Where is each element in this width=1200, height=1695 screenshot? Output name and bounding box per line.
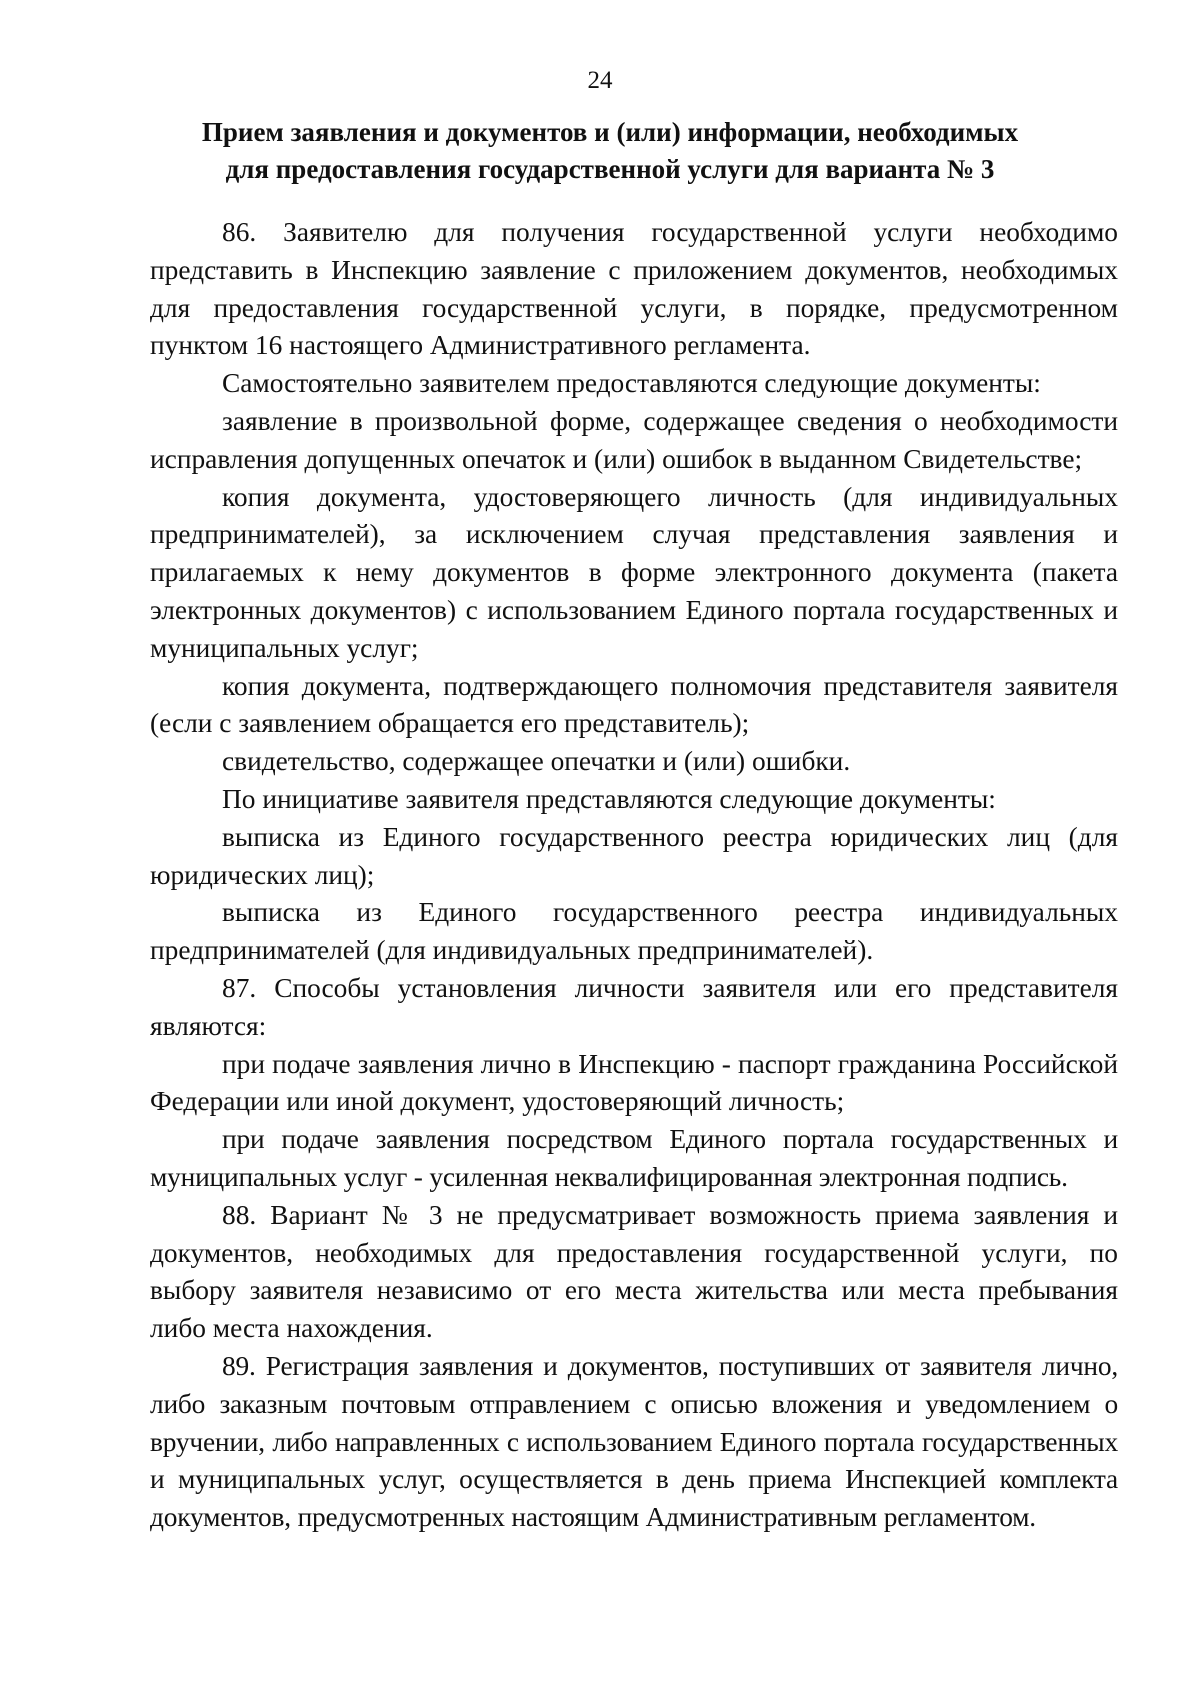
paragraph-86: 86. Заявителю для получения государственной услуги необходимо представить в Инспекцию заявление с приложением документов, необходимых для предоставления государственной услуги, в порядке, предусмотренном пунктом 16 настоящего Административного регламента. (150, 217, 1118, 361)
paragraph-identity-copy: копия документа, удостоверяющего личность (для индивидуальных предпринимателей), за исключением случая представления заявления и прилагаемых к нему документов в форме электронного документа (пакета электронных документов) с использованием Единого портала государственных и муниципальных услуг; (150, 481, 1118, 663)
heading-line-2: для предоставления государственной услуги для варианта № 3 (225, 154, 995, 184)
paragraph-87: 87. Способы установления личности заявителя или его представителя являются: (150, 972, 1118, 1041)
page-number: 24 (587, 67, 613, 94)
paragraph-application: заявление в произвольной форме, содержащее сведения о необходимости исправления допущенных опечаток и (или) ошибок в выданном Свидетельстве; (150, 405, 1118, 474)
paragraph-88: 88. Вариант № 3 не предусматривает возможность приема заявления и документов, необходимых для предоставления государственной услуги, по выбору заявителя независимо от его места жительства или места пребывания либо места нахождения. (150, 1199, 1118, 1344)
paragraph-89: 89. Регистрация заявления и документов, поступивших от заявителя лично, либо заказным почтовым отправлением с описью вложения и уведомлением о вручении, либо направленных с использованием Единого портала государственных и муниципальных услуг, осуществляется в день приема Инспекцией комплекта документов, предусмотренных настоящим Административным регламентом. (150, 1350, 1118, 1533)
paragraph-initiative-intro: По инициативе заявителя представляются следующие документы: (222, 783, 996, 814)
paragraph-egrip-extract: выписка из Единого государственного реестра индивидуальных предпринимателей (для индивидуальных предпринимателей). (150, 897, 1118, 966)
section-heading (150, 114, 1070, 188)
paragraph-portal: при подаче заявления посредством Единого портала государственных и муниципальных услуг - усиленная неквалифицированная электронная подпись. (150, 1124, 1118, 1192)
paragraph-self-provided-intro: Самостоятельно заявителем предоставляются следующие документы: (222, 368, 1041, 399)
paragraph-certificate: свидетельство, содержащее опечатки и (или) ошибки. (222, 746, 851, 777)
document-body (150, 214, 1118, 1537)
paragraph-egrul-extract: выписка из Единого государственного реестра юридических лиц (для юридических лиц); (150, 821, 1118, 890)
paragraph-authority-copy: копия документа, подтверждающего полномочия представителя заявителя (если с заявлением обращается его представитель); (150, 670, 1118, 739)
heading-line-1: Прием заявления и документов и (или) информации, необходимых (201, 117, 1019, 147)
paragraph-in-person: при подаче заявления лично в Инспекцию - паспорт гражданина Российской Федерации или иной документ, удостоверяющий личность; (150, 1048, 1118, 1117)
